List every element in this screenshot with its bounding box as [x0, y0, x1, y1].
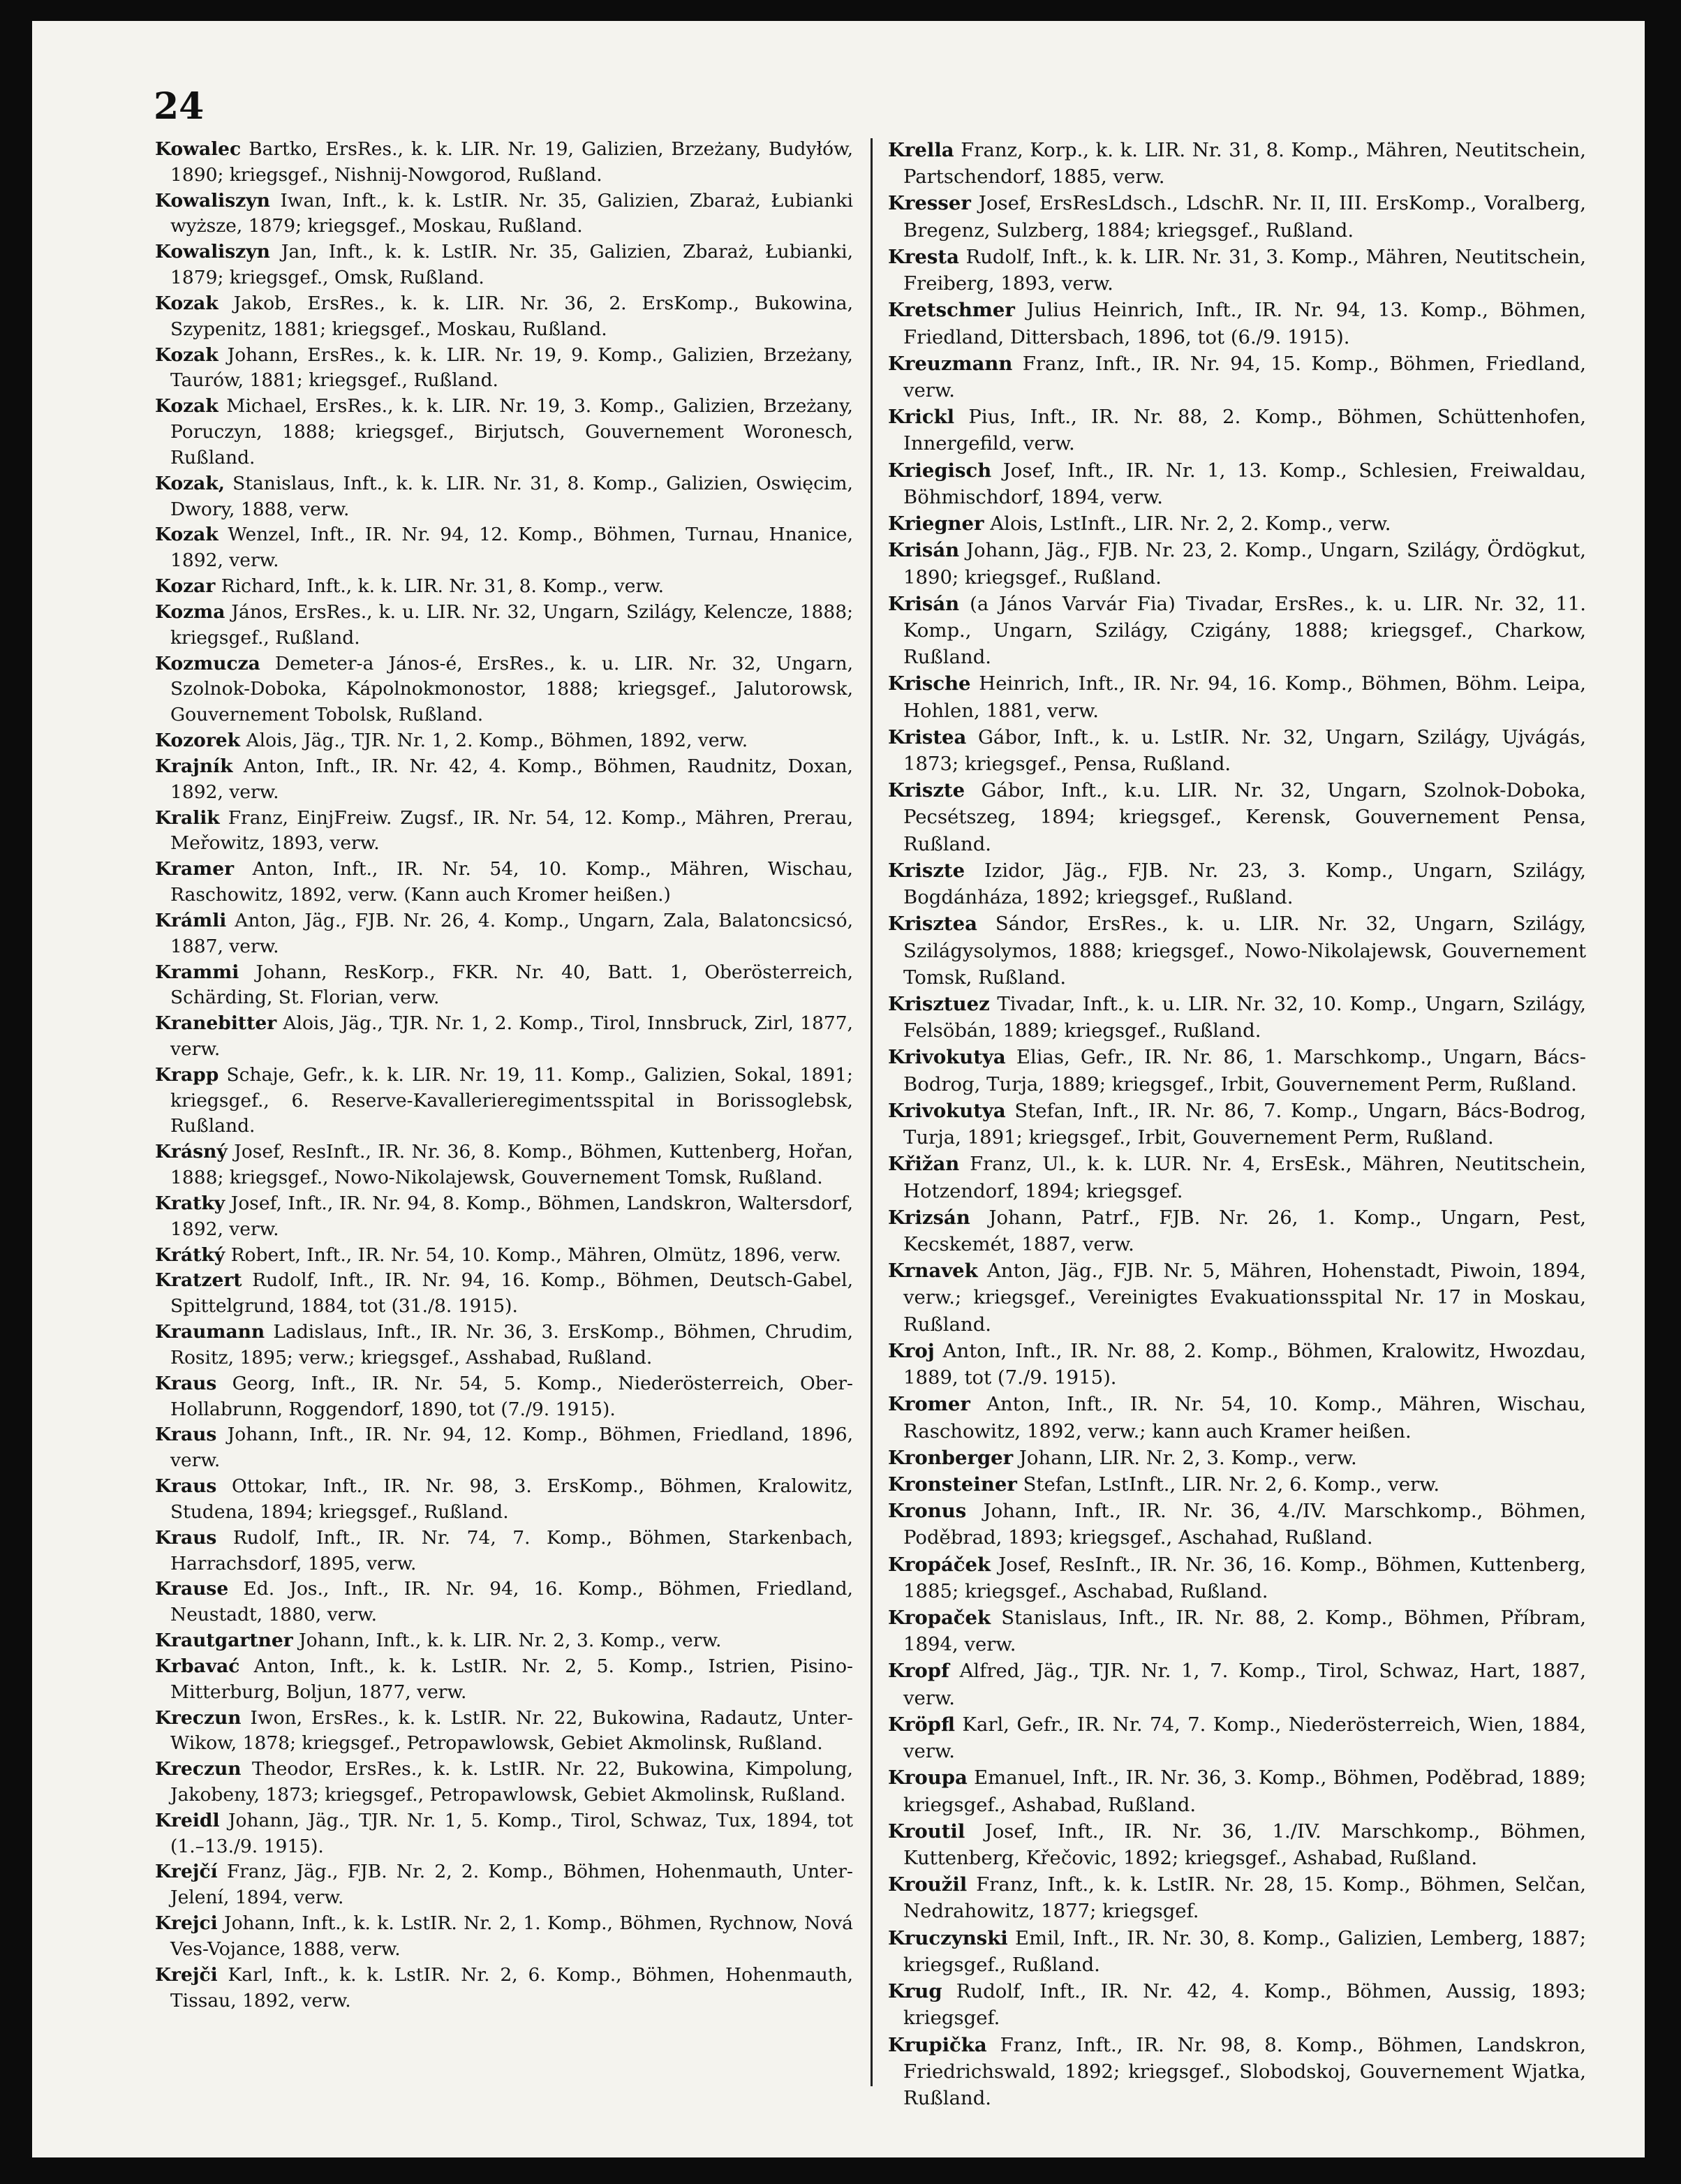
entry-surname: Kroupa — [888, 1766, 968, 1790]
register-entry — [888, 1498, 1586, 1551]
register-entry — [155, 239, 853, 291]
entry-details: Emanuel, Inft., IR. Nr. 36, 3. Komp., Böhmen, Poděbrad, 1889; kriegsgef., Ashabad, Rußland. — [903, 1766, 1586, 1816]
entry-surname: Krisztea — [888, 913, 977, 936]
register-entry — [155, 754, 853, 806]
entry-details: Stanislaus, Inft., k. k. LIR. Nr. 31, 8. Komp., Galizien, Oswięcim, Dwory, 1888, verw. — [170, 472, 853, 520]
entry-details: Jan, Inft., k. k. LstIR. Nr. 35, Galizien, Zbaraż, Łubianki, 1879; kriegsgef., Omsk, Rußland. — [170, 241, 853, 289]
entry-surname: Krámli — [155, 909, 227, 931]
entry-surname: Krnavek — [888, 1260, 978, 1283]
entry-surname: Kreidl — [155, 1809, 220, 1831]
entry-details: Georg, Inft., IR. Nr. 54, 5. Komp., Niederösterreich, Ober-Hollabrunn, Roggendorf, 1890, tot (7./9. 1915). — [170, 1372, 853, 1420]
entry-surname: Kozak, — [155, 472, 225, 494]
register-entry — [888, 457, 1586, 510]
entry-surname: Krivokutya — [888, 1046, 1006, 1069]
register-entry — [155, 908, 853, 960]
entry-details: Franz, Jäg., FJB. Nr. 2, 2. Komp., Böhmen, Hohenmauth, Unter-Jelení, 1894, verw. — [170, 1861, 853, 1909]
register-entry — [155, 291, 853, 343]
entry-details: Anton, Jäg., FJB. Nr. 26, 4. Komp., Ungarn, Zala, Balatoncsicsó, 1887, verw. — [170, 909, 853, 957]
register-entry — [888, 1338, 1586, 1391]
register-entry — [155, 1063, 853, 1139]
entry-details: Johann, Inft., IR. Nr. 94, 12. Komp., Böhmen, Friedland, 1896, verw. — [170, 1424, 853, 1472]
entry-details: Johann, Inft., IR. Nr. 36, 4./IV. Marschkomp., Böhmen, Poděbrad, 1893; kriegsgef., Aschahad, Rußland. — [903, 1500, 1586, 1549]
entry-surname: Krautgartner — [155, 1630, 293, 1652]
register-entry — [155, 1011, 853, 1063]
entry-details: Iwon, ErsRes., k. k. LstIR. Nr. 22, Bukowina, Radautz, Unter-Wikow, 1878; kriegsgef., Petropawlowsk, Gebiet Akmolinsk, Rußland. — [170, 1706, 853, 1755]
entry-details: Iwan, Inft., k. k. LstIR. Nr. 35, Galizien, Zbaraż, Łubianki wyższe, 1879; kriegsgef., Moskau, Rußland. — [170, 189, 853, 237]
entry-surname: Krásný — [155, 1141, 228, 1163]
entry-surname: Kreuzmann — [888, 352, 1013, 375]
entry-surname: Kowaliszyn — [155, 189, 270, 212]
entry-surname: Krejčí — [155, 1861, 218, 1883]
register-entry — [888, 404, 1586, 457]
entry-details: Bartko, ErsRes., k. k. LIR. Nr. 19, Galizien, Brzeżany, Budyłów, 1890; kriegsgef., Nishnij-Nowgorod, Rußland. — [170, 138, 853, 186]
left-column — [155, 137, 853, 2014]
entry-details: Ladislaus, Inft., IR. Nr. 36, 3. ErsKomp., Böhmen, Chrudim, Rositz, 1895; verw.; kriegsgef., Asshabad, Rußland. — [170, 1321, 853, 1368]
entry-surname: Krisán — [888, 539, 960, 562]
entry-surname: Krisztuez — [888, 993, 990, 1015]
entry-surname: Kriszte — [888, 859, 965, 882]
entry-surname: Krammi — [155, 961, 239, 983]
entry-surname: Krickl — [888, 406, 955, 429]
entry-details: Sándor, ErsRes., k. u. LIR. Nr. 32, Ungarn, Szilágy, Szilágysolymos, 1888; kriegsgef., Nowo-Nikolajewsk, Gouvernement Tomsk, Rußland. — [903, 913, 1586, 989]
register-entry — [155, 1577, 853, 1628]
register-entry — [888, 1711, 1586, 1764]
register-entry — [155, 651, 853, 728]
register-entry — [155, 1422, 853, 1474]
register-entry — [888, 2032, 1586, 2112]
entry-surname: Krapp — [155, 1063, 219, 1086]
entry-surname: Kraumann — [155, 1321, 265, 1343]
entry-surname: Kozorek — [155, 730, 241, 752]
page-number: 24 — [154, 85, 205, 128]
entry-details: Tivadar, Inft., k. u. LIR. Nr. 32, 10. Komp., Ungarn, Szilágy, Felsöbán, 1889; kriegsgef., Rußland. — [903, 993, 1586, 1042]
entry-details: Demeter-a János-é, ErsRes., k. u. LIR. Nr. 32, Ungarn, Szolnok-Doboka, Kápolnokmonostor, 1888; kriegsgef., Jalutorowsk, Gouvernement Tobolsk, Rußland. — [170, 652, 853, 726]
entry-surname: Kriegner — [888, 512, 984, 536]
entry-surname: Kraus — [155, 1424, 217, 1446]
entry-details: Johann, Jäg., TJR. Nr. 1, 5. Komp., Tirol, Schwaz, Tux, 1894, tot (1.–13./9. 1915). — [170, 1809, 853, 1857]
entry-details: Wenzel, Inft., IR. Nr. 94, 12. Komp., Böhmen, Turnau, Hnanice, 1892, verw. — [170, 524, 853, 572]
entry-details: Richard, Inft., k. k. LIR. Nr. 31, 8. Komp., verw. — [221, 575, 665, 598]
entry-details: Schaje, Gefr., k. k. LIR. Nr. 19, 11. Komp., Galizien, Sokal, 1891; kriegsgef., 6. Reserve-Kavallerieregimentsspital in Borissoglebsk, Rußland. — [170, 1063, 853, 1137]
register-entry — [888, 190, 1586, 243]
register-entry — [888, 1925, 1586, 1978]
entry-details: Alois, Jäg., TJR. Nr. 1, 2. Komp., Tirol, Innsbruck, Zirl, 1877, verw. — [170, 1012, 853, 1060]
entry-details: Jakob, ErsRes., k. k. LIR. Nr. 36, 2. ErsKomp., Bukowina, Szypenitz, 1881; kriegsgef., Moskau, Rußland. — [170, 292, 853, 340]
entry-surname: Kozmucza — [155, 652, 260, 674]
entry-surname: Kresser — [888, 192, 971, 215]
entry-details: Stanislaus, Inft., IR. Nr. 88, 2. Komp., Böhmen, Příbram, 1894, verw. — [903, 1607, 1586, 1656]
entry-details: Gábor, Inft., k. u. LstIR. Nr. 32, Ungarn, Szilágy, Ujvágás, 1873; kriegsgef., Pensa, Rußland. — [903, 725, 1586, 776]
entry-details: Josef, ResInft., IR. Nr. 36, 8. Komp., Böhmen, Kuttenberg, Hořan, 1888; kriegsgef., Nowo-Nikolajewsk, Gouvernement Tomsk, Rußland. — [170, 1141, 853, 1189]
register-entry — [155, 1243, 853, 1269]
entry-surname: Kranebitter — [155, 1012, 277, 1035]
entry-details: Josef, Inft., IR. Nr. 94, 8. Komp., Böhmen, Landskron, Waltersdorf, 1892, verw. — [170, 1192, 853, 1240]
register-entry — [888, 1551, 1586, 1604]
entry-surname: Kozak — [155, 524, 219, 546]
entry-details: Michael, ErsRes., k. k. LIR. Nr. 19, 3. Komp., Galizien, Brzeżany, Poruczyn, 1888; kriegsgef., Birjutsch, Gouvernement Woronesch, Rußland. — [170, 395, 853, 468]
entry-surname: Krische — [888, 672, 971, 695]
entry-details: Rudolf, Inft., IR. Nr. 42, 4. Komp., Böhmen, Aussig, 1893; kriegsgef. — [903, 1980, 1586, 2030]
entry-surname: Kramer — [155, 858, 235, 880]
entry-surname: Kropáček — [888, 1553, 991, 1576]
entry-details: Robert, Inft., IR. Nr. 54, 10. Komp., Mähren, Olmütz, 1896, verw. — [230, 1244, 841, 1266]
entry-details: János, ErsRes., k. u. LIR. Nr. 32, Ungarn, Szilágy, Kelencze, 1888; kriegsgef., Rußland. — [170, 600, 853, 649]
entry-surname: Kroutil — [888, 1820, 965, 1843]
entry-details: Johann, ErsRes., k. k. LIR. Nr. 19, 9. Komp., Galizien, Brzeżany, Taurów, 1881; kriegsgef., Rußland. — [170, 344, 853, 392]
register-entry — [888, 591, 1586, 671]
register-entry — [155, 1628, 853, 1654]
entry-details: Johann, Jäg., FJB. Nr. 23, 2. Komp., Ungarn, Szilágy, Ördögkut, 1890; kriegsgef., Rußland. — [903, 539, 1586, 589]
register-entry — [888, 510, 1586, 537]
register-entry — [888, 1391, 1586, 1444]
entry-details: Johann, ResKorp., FKR. Nr. 40, Batt. 1, Oberösterreich, Schärding, St. Florian, verw. — [170, 961, 853, 1009]
entry-surname: Kropf — [888, 1660, 949, 1683]
entry-surname: Kraus — [155, 1475, 217, 1498]
register-entry — [155, 137, 853, 189]
entry-details: Stefan, Inft., IR. Nr. 86, 7. Komp., Ungarn, Bács-Bodrog, Turja, 1891; kriegsgef., Irbit, Gouvernement Perm, Rußland. — [903, 1099, 1586, 1149]
entry-details: Emil, Inft., IR. Nr. 30, 8. Komp., Galizien, Lemberg, 1887; kriegsgef., Rußland. — [903, 1926, 1586, 1976]
entry-surname: Kronberger — [888, 1446, 1014, 1469]
entry-surname: Krejci — [155, 1912, 218, 1935]
register-entry — [155, 522, 853, 574]
register-entry — [888, 910, 1586, 991]
entry-details: Johann, Inft., k. k. LIR. Nr. 2, 3. Komp., verw. — [299, 1630, 722, 1652]
register-entry — [155, 471, 853, 523]
entry-details: Josef, Inft., IR. Nr. 1, 13. Komp., Schlesien, Freiwaldau, Böhmischdorf, 1894, verw. — [903, 459, 1586, 508]
entry-details: Alois, LstInft., LIR. Nr. 2, 2. Komp., verw. — [990, 512, 1391, 536]
entry-surname: Kozak — [155, 292, 219, 314]
register-entry — [155, 574, 853, 600]
entry-surname: Krella — [888, 139, 954, 161]
register-entry — [155, 1371, 853, 1423]
register-entry — [888, 297, 1586, 350]
entry-details: Ed. Jos., Inft., IR. Nr. 94, 16. Komp., Böhmen, Friedland, Neustadt, 1880, verw. — [170, 1578, 853, 1626]
entry-details: Franz, EinjFreiw. Zugsf., IR. Nr. 54, 12. Komp., Mähren, Prerau, Meřowitz, 1893, verw. — [170, 806, 853, 855]
entry-surname: Kropaček — [888, 1607, 991, 1630]
register-entry — [888, 1818, 1586, 1871]
entry-surname: Krajník — [155, 755, 233, 777]
register-entry — [155, 1654, 853, 1706]
entry-surname: Krejči — [155, 1963, 218, 1986]
right-column — [888, 137, 1586, 2111]
register-entry — [888, 1658, 1586, 1711]
entry-details: Ottokar, Inft., IR. Nr. 98, 3. ErsKomp., Böhmen, Kralowitz, Studena, 1894; kriegsgef., Rußland. — [170, 1475, 853, 1523]
entry-surname: Kozak — [155, 395, 219, 418]
entry-details: Rudolf, Inft., IR. Nr. 94, 16. Komp., Böhmen, Deutsch-Gabel, Spittelgrund, 1884, tot (31./8. 1915). — [170, 1269, 853, 1318]
register-entry — [155, 1474, 853, 1526]
entry-details: Pius, Inft., IR. Nr. 88, 2. Komp., Böhmen, Schüttenhofen, Innergefild, verw. — [903, 406, 1586, 455]
register-entry — [888, 537, 1586, 590]
entry-details: Josef, Inft., IR. Nr. 36, 1./IV. Marschkomp., Böhmen, Kuttenberg, Křečovic, 1892; kriegsgef., Ashabad, Rußland. — [903, 1820, 1586, 1869]
entry-surname: Kriszte — [888, 779, 965, 802]
register-entry — [888, 1151, 1586, 1204]
entry-details: Franz, Ul., k. k. LUR. Nr. 4, ErsEsk., Mähren, Neutitschein, Hotzendorf, 1894; kriegsgef. — [903, 1153, 1587, 1202]
entry-surname: Kroužil — [888, 1873, 968, 1896]
entry-details: Josef, ResInft., IR. Nr. 36, 16. Komp., Böhmen, Kuttenberg, 1885; kriegsgef., Aschabad, Rußland. — [903, 1553, 1586, 1602]
entry-details: Franz, Inft., IR. Nr. 98, 8. Komp., Böhmen, Landskron, Friedrichswald, 1892; kriegsgef., Slobodskoj, Gouvernement Wjatka, Rußland. — [903, 2033, 1586, 2109]
register-entry — [888, 1871, 1586, 1924]
entry-surname: Kozak — [155, 344, 219, 366]
entry-surname: Kowaliszyn — [155, 241, 270, 263]
register-entry — [888, 670, 1586, 723]
register-entry — [155, 1757, 853, 1808]
entry-surname: Krug — [888, 1980, 942, 2003]
register-entry — [888, 137, 1586, 190]
register-entry — [155, 1139, 853, 1191]
entry-surname: Kreczun — [155, 1758, 242, 1780]
register-entry — [155, 1191, 853, 1243]
register-entry — [888, 1604, 1586, 1658]
entry-surname: Kretschmer — [888, 299, 1015, 322]
entry-details: Stefan, LstInft., LIR. Nr. 2, 6. Komp., verw. — [1023, 1473, 1440, 1496]
entry-surname: Kröpfl — [888, 1713, 955, 1736]
entry-details: Gábor, Inft., k.u. LIR. Nr. 32, Ungarn, Szolnok-Doboka, Pecsétszeg, 1894; kriegsgef., Kerensk, Gouvernement Pensa, Rußland. — [903, 779, 1586, 855]
entry-details: Franz, Inft., k. k. LstIR. Nr. 28, 15. Komp., Böhmen, Selčan, Nedrahowitz, 1877; kriegsgef. — [903, 1873, 1587, 1923]
entry-details: Anton, Inft., k. k. LstIR. Nr. 2, 5. Komp., Istrien, Pisino-Mitterburg, Boljun, 1877, verw. — [170, 1655, 853, 1703]
entry-surname: Kozma — [155, 600, 225, 623]
register-entry — [155, 1526, 853, 1577]
entry-details: Anton, Inft., IR. Nr. 42, 4. Komp., Böhmen, Raudnitz, Doxan, 1892, verw. — [170, 755, 853, 803]
register-entry — [155, 960, 853, 1012]
entry-details: Anton, Inft., IR. Nr. 88, 2. Komp., Böhmen, Kralowitz, Hwozdau, 1889, tot (7./9. 1915). — [903, 1339, 1586, 1389]
register-entry — [155, 857, 853, 908]
entry-surname: Kroj — [888, 1339, 935, 1362]
entry-surname: Kralik — [155, 806, 220, 829]
register-entry — [888, 777, 1586, 857]
entry-details: Anton, Inft., IR. Nr. 54, 10. Komp., Mähren, Wischau, Raschowitz, 1892, verw. (Kann auch Kromer heißen.) — [170, 858, 853, 906]
register-entry — [155, 806, 853, 857]
entry-details: Rudolf, Inft., k. k. LIR. Nr. 31, 3. Komp., Mähren, Neutitschein, Freiberg, 1893, verw. — [903, 245, 1586, 295]
entry-details: Karl, Inft., k. k. LstIR. Nr. 2, 6. Komp., Böhmen, Hohenmauth, Tissau, 1892, verw. — [170, 1963, 853, 2012]
entry-surname: Krupička — [888, 2033, 987, 2056]
column-divider — [871, 138, 873, 2086]
register-entry — [155, 1808, 853, 1860]
entry-surname: Krbavać — [155, 1655, 240, 1677]
entry-details: (a János Varvár Fia) Tivadar, ErsRes., k. u. LIR. Nr. 32, 11. Komp., Ungarn, Szilágy, Czigány, 1888; kriegsgef., Charkow, Rußland. — [903, 592, 1587, 669]
register-entry — [888, 351, 1586, 404]
entry-details: Elias, Gefr., IR. Nr. 86, 1. Marschkomp., Ungarn, Bács-Bodrog, Turja, 1889; kriegsgef., Irbit, Gouvernement Perm, Rußland. — [903, 1046, 1586, 1095]
register-entry — [888, 1044, 1586, 1097]
entry-surname: Krátký — [155, 1244, 225, 1266]
register-entry — [888, 1257, 1586, 1338]
entry-surname: Křižan — [888, 1153, 960, 1176]
entry-surname: Kruczynski — [888, 1926, 1008, 1949]
register-entry — [888, 991, 1586, 1044]
entry-surname: Krivokutya — [888, 1099, 1006, 1122]
entry-surname: Krisán — [888, 592, 960, 615]
entry-details: Josef, ErsResLdsch., LdschR. Nr. II, III. ErsKomp., Voralberg, Bregenz, Sulzberg, 1884; kriegsgef., Rußland. — [903, 192, 1586, 242]
entry-details: Rudolf, Inft., IR. Nr. 74, 7. Komp., Böhmen, Starkenbach, Harrachsdorf, 1895, verw. — [170, 1526, 853, 1574]
register-entry — [155, 1706, 853, 1757]
entry-details: Johann, Patrf., FJB. Nr. 26, 1. Komp., Ungarn, Pest, Kecskemét, 1887, verw. — [903, 1206, 1586, 1255]
entry-surname: Krause — [155, 1578, 229, 1600]
entry-details: Anton, Inft., IR. Nr. 54, 10. Komp., Mähren, Wischau, Raschowitz, 1892, verw.; kann auch Kramer heißen. — [903, 1393, 1586, 1443]
entry-details: Johann, Inft., k. k. LstIR. Nr. 2, 1. Komp., Böhmen, Rychnow, Nová Ves-Vojance, 1888, verw. — [170, 1912, 853, 1960]
register-entry — [888, 1098, 1586, 1151]
entry-details: Franz, Inft., IR. Nr. 94, 15. Komp., Böhmen, Friedland, verw. — [903, 352, 1586, 401]
register-entry — [888, 1204, 1586, 1257]
register-entry — [155, 1268, 853, 1320]
entry-surname: Kromer — [888, 1393, 970, 1416]
entry-surname: Kraus — [155, 1372, 217, 1394]
entry-details: Karl, Gefr., IR. Nr. 74, 7. Komp., Niederösterreich, Wien, 1884, verw. — [903, 1713, 1586, 1763]
entry-details: Heinrich, Inft., IR. Nr. 94, 16. Komp., Böhmen, Böhm. Leipa, Hohlen, 1881, verw. — [903, 672, 1586, 722]
register-entry — [888, 1471, 1586, 1498]
register-entry — [155, 1320, 853, 1371]
entry-details: Julius Heinrich, Inft., IR. Nr. 94, 13. Komp., Böhmen, Friedland, Dittersbach, 1896, tot (6./9. 1915). — [903, 299, 1586, 348]
register-entry — [155, 1911, 853, 1963]
entry-details: Franz, Korp., k. k. LIR. Nr. 31, 8. Komp., Mähren, Neutitschein, Partschendorf, 1885, verw. — [903, 139, 1586, 189]
register-entry — [888, 244, 1586, 297]
entry-details: Alfred, Jäg., TJR. Nr. 1, 7. Komp., Tirol, Schwaz, Hart, 1887, verw. — [903, 1660, 1586, 1709]
document-page — [32, 21, 1645, 2157]
entry-surname: Kratzert — [155, 1269, 242, 1292]
entry-details: Johann, LIR. Nr. 2, 3. Komp., verw. — [1019, 1446, 1357, 1469]
entry-surname: Kronsteiner — [888, 1473, 1017, 1496]
entry-surname: Kowalec — [155, 138, 242, 160]
register-entry — [155, 189, 853, 240]
register-entry — [888, 1764, 1586, 1817]
entry-surname: Krizsán — [888, 1206, 970, 1229]
register-entry — [888, 857, 1586, 910]
register-entry — [155, 343, 853, 394]
register-entry — [155, 394, 853, 471]
entry-surname: Kresta — [888, 245, 959, 268]
entry-surname: Kriegisch — [888, 459, 992, 482]
entry-surname: Kratky — [155, 1192, 225, 1214]
entry-surname: Kozar — [155, 575, 216, 598]
entry-details: Izidor, Jäg., FJB. Nr. 23, 3. Komp., Ungarn, Szilágy, Bogdánháza, 1892; kriegsgef., Rußland. — [903, 859, 1586, 909]
register-entry — [155, 600, 853, 651]
entry-details: Theodor, ErsRes., k. k. LstIR. Nr. 22, Bukowina, Kimpolung, Jakobeny, 1873; kriegsgef., Petropawlowsk, Gebiet Akmolinsk, Rußland. — [170, 1758, 853, 1806]
register-entry — [888, 724, 1586, 777]
register-entry — [155, 1859, 853, 1911]
entry-surname: Kronus — [888, 1500, 967, 1523]
entry-surname: Kreczun — [155, 1706, 242, 1729]
entry-surname: Kristea — [888, 725, 967, 748]
entry-details: Alois, Jäg., TJR. Nr. 1, 2. Komp., Böhmen, 1892, verw. — [246, 730, 748, 752]
register-entry — [155, 1963, 853, 2014]
entry-surname: Kraus — [155, 1526, 217, 1549]
register-entry — [888, 1978, 1586, 2031]
entry-details: Anton, Jäg., FJB. Nr. 5, Mähren, Hohenstadt, Piwoin, 1894, verw.; kriegsgef., Vereinigtes Evakuationsspital Nr. 17 in Moskau, Rußland. — [903, 1260, 1586, 1336]
register-entry — [888, 1445, 1586, 1471]
register-entry — [155, 728, 853, 754]
